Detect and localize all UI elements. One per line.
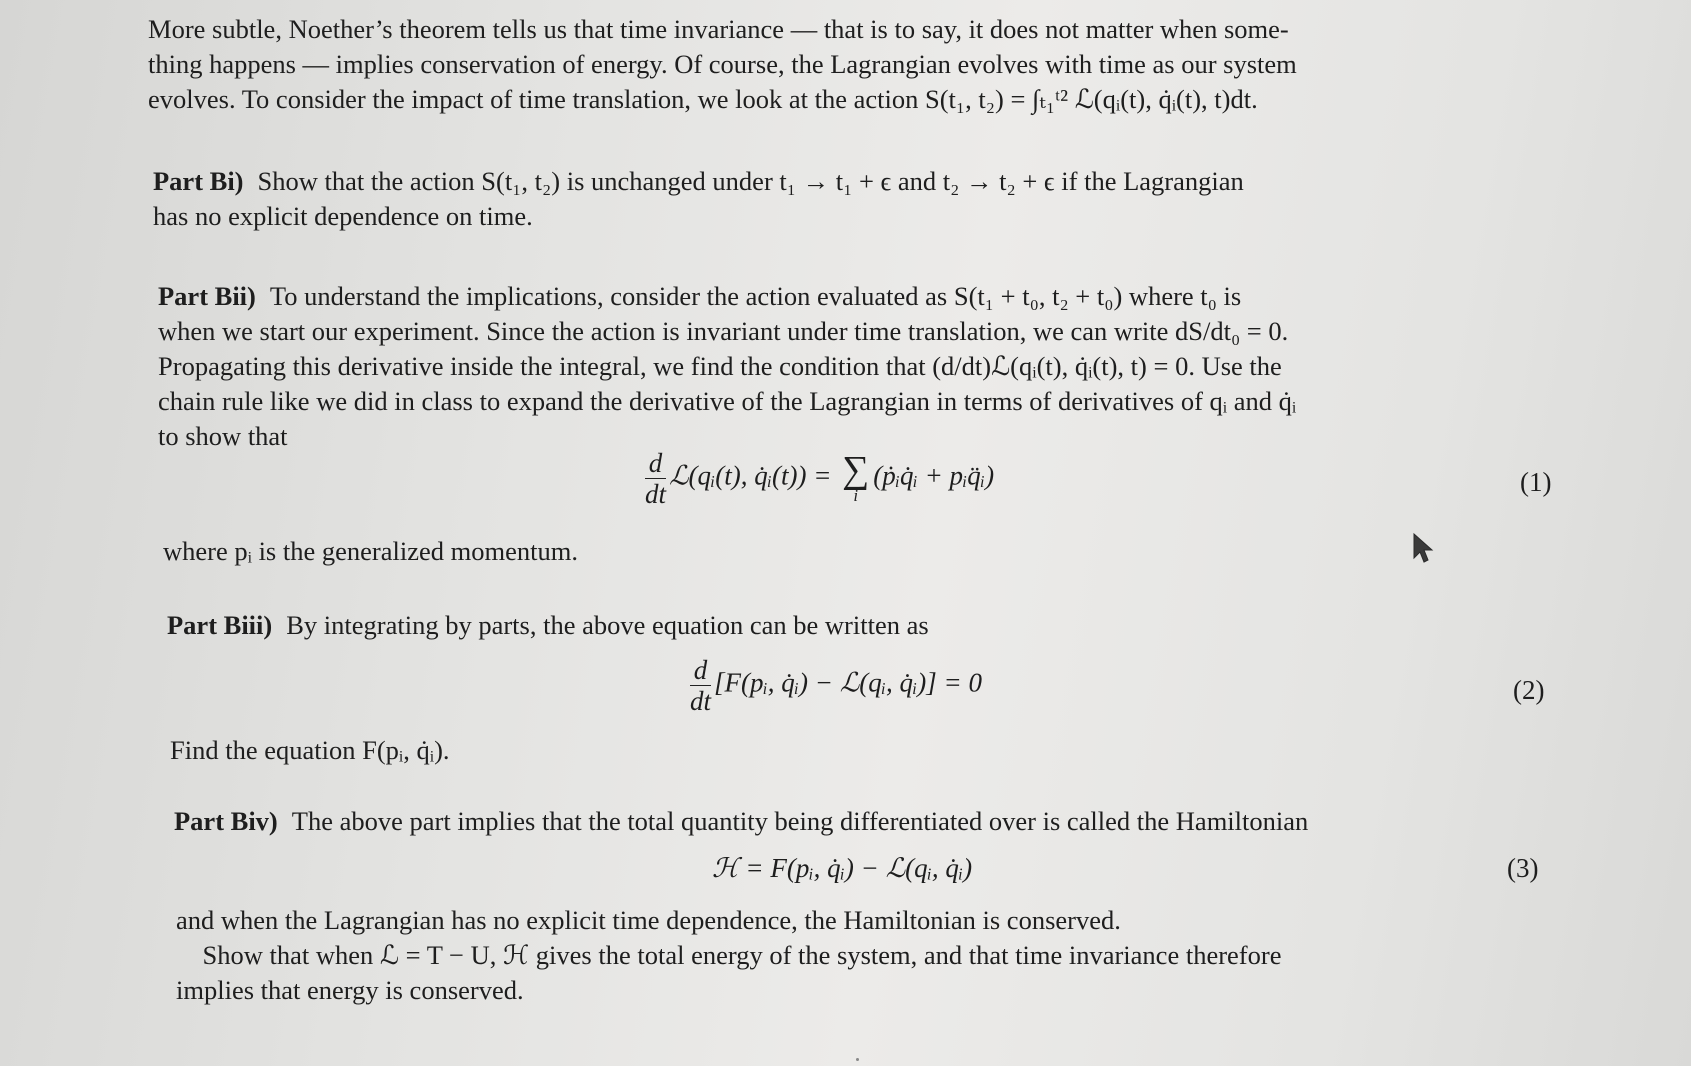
- equation-1: [645, 448, 994, 509]
- intro-paragraph: [148, 12, 1578, 117]
- part-bii-line: Propagating this derivative inside the integral, we find the condition that (d/dt)ℒ(qᵢ(t), q̇ᵢ(t), t) = 0. Use the: [158, 351, 1282, 381]
- part-biii: [167, 608, 1567, 643]
- intro-line: More subtle, Noether’s theorem tells us that time invariance — that is to say, it does not matter when some-: [148, 14, 1289, 44]
- part-bi-line: has no explicit dependence on time.: [153, 201, 533, 231]
- part-bi-label: Part Bi): [153, 166, 244, 196]
- equation-3: [712, 853, 972, 884]
- part-biv-line: and when the Lagrangian has no explicit time dependence, the Hamiltonian is conserved.: [176, 905, 1121, 935]
- equation-1-rhs: (ṗᵢq̇ᵢ + pᵢq̈ᵢ): [873, 460, 995, 491]
- part-biv-label: Part Biv): [174, 806, 278, 836]
- part-bi: [153, 164, 1573, 234]
- part-bii-line: when we start our experiment. Since the action is invariant under time translation, we can write dS/dt₀ = 0.: [158, 316, 1289, 346]
- mouse-pointer-icon: [1410, 532, 1438, 566]
- part-bii-after: where pᵢ is the generalized momentum.: [163, 536, 578, 566]
- part-bi-text: Show that the action S(t₁, t₂) is unchanged under t₁ → t₁ + ϵ and t₂ → t₂ + ϵ if the Lagrangian: [257, 166, 1244, 196]
- part-biv: [174, 804, 1574, 839]
- part-bii-line: to show that: [158, 421, 288, 451]
- part-biv-body: [176, 903, 1576, 1008]
- intro-line: thing happens — implies conservation of energy. Of course, the Lagrangian evolves with time as our system: [148, 49, 1297, 79]
- equation-1-number: (1): [1520, 467, 1552, 497]
- equation-2-number: (2): [1513, 675, 1545, 705]
- part-bii: [158, 279, 1578, 454]
- part-biv-text: The above part implies that the total quantity being differentiated over is called the Hamiltonian: [291, 806, 1309, 836]
- part-biii-after: Find the equation F(pᵢ, q̇ᵢ).: [170, 735, 450, 765]
- part-bii-label: Part Bii): [158, 281, 256, 311]
- summation-symbol: ∑ i: [842, 448, 870, 505]
- derivative-fraction: $\frac{d}{dt}$: [690, 655, 712, 716]
- equation-1-lhs: ℒ(qᵢ(t), q̇ᵢ(t)) =: [669, 460, 832, 491]
- equation-2-body: [F(pᵢ, q̇ᵢ) − ℒ(qᵢ, q̇ᵢ)] = 0: [714, 667, 982, 698]
- equation-3-number: (3): [1507, 853, 1539, 883]
- part-bii-text: To understand the implications, consider the action evaluated as S(t₁ + t₀, t₂ + t₀) where t₀ is: [269, 281, 1242, 311]
- part-biii-label: Part Biii): [167, 610, 273, 640]
- equation-3-body: ℋ = F(pᵢ, q̇ᵢ) − ℒ(qᵢ, q̇ᵢ): [712, 853, 973, 883]
- intro-line: evolves. To consider the impact of time translation, we look at the action S(t₁, t₂) = ∫ₜ₁ᵗ² ℒ(qᵢ(t), q̇ᵢ(t), t)dt.: [148, 84, 1258, 114]
- part-bii-line: chain rule like we did in class to expand the derivative of the Lagrangian in terms of derivatives of qᵢ and q̇ᵢ: [158, 386, 1297, 416]
- part-biii-text: By integrating by parts, the above equation can be written as: [286, 610, 929, 640]
- equation-2: [690, 655, 982, 716]
- derivative-fraction: $\frac{d}{dt}$: [645, 448, 667, 509]
- part-biv-line: implies that energy is conserved.: [176, 975, 524, 1005]
- part-biv-line: Show that when ℒ = T − U, ℋ gives the total energy of the system, and that time invariance therefore: [176, 940, 1282, 970]
- paper-speck: [856, 1058, 859, 1061]
